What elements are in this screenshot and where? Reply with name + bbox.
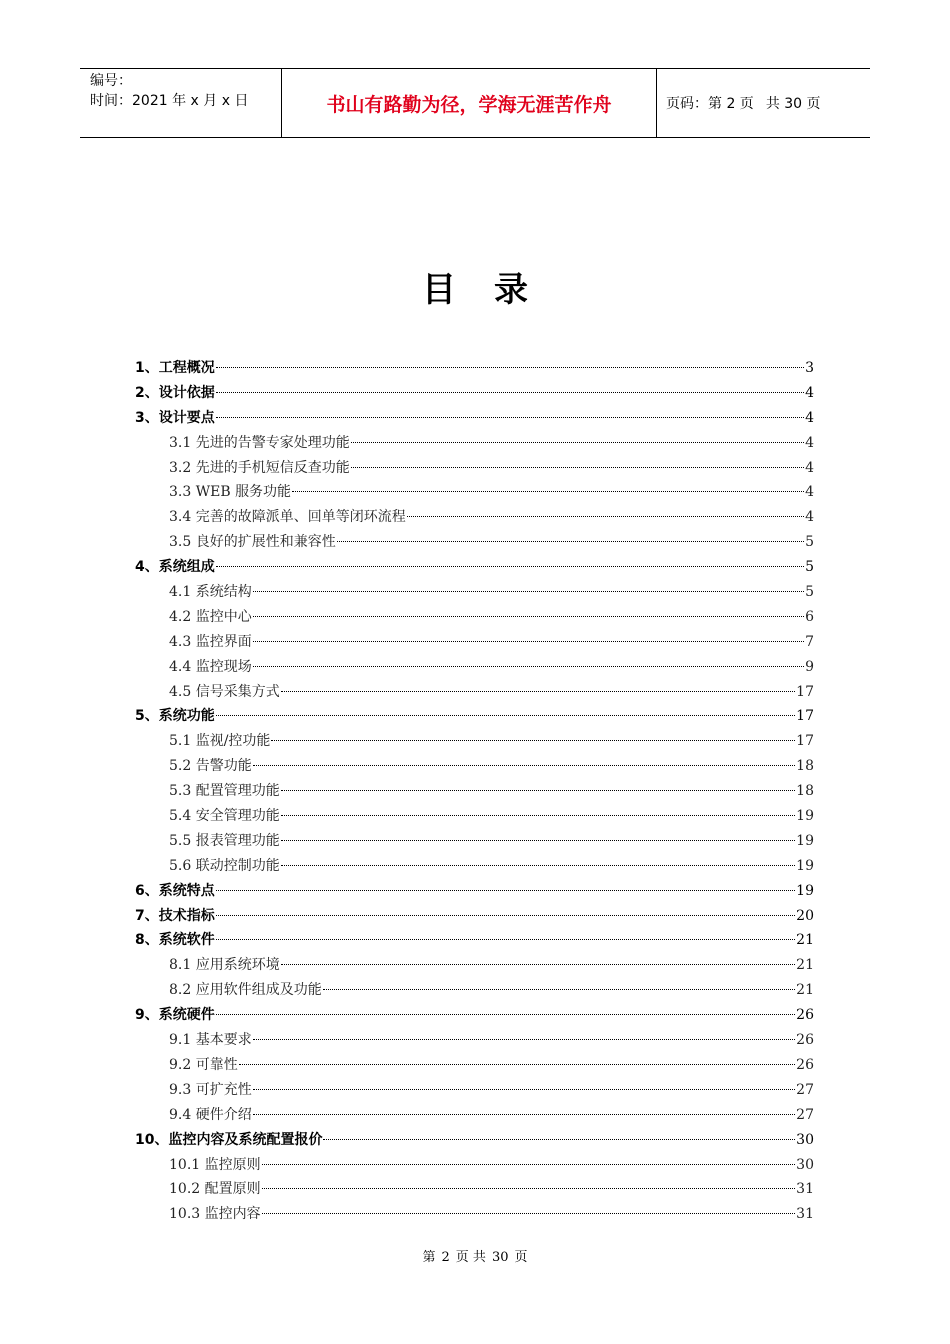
- toc-entry-label: 5、系统功能: [135, 708, 215, 725]
- toc-leader-dots: [281, 815, 795, 816]
- toc-entry-page: 17: [796, 708, 814, 725]
- toc-leader-dots: [216, 890, 795, 891]
- toc-entry-page: 4: [805, 409, 814, 426]
- toc-entry-label: 4.2 监控中心: [169, 608, 252, 625]
- toc-leader-dots: [216, 367, 804, 368]
- toc-entry-label: 9.1 基本要求: [169, 1032, 252, 1049]
- toc-leader-dots: [281, 964, 795, 965]
- toc-entry-page: 31: [796, 1206, 814, 1223]
- toc-entry-page: 26: [796, 1007, 814, 1024]
- toc-entry-section[interactable]: [135, 530, 814, 555]
- toc-entry-section[interactable]: [135, 1053, 814, 1078]
- toc-entry-label: 2、设计依据: [135, 384, 215, 401]
- header-page-info: [657, 69, 870, 137]
- toc-entry-section[interactable]: [135, 854, 814, 879]
- toc-leader-dots: [239, 1064, 795, 1065]
- toc-leader-dots: [323, 989, 795, 990]
- toc-entry-page: 26: [796, 1056, 814, 1073]
- toc-entry-page: 4: [805, 459, 814, 476]
- toc-entry-section[interactable]: [135, 1103, 814, 1128]
- toc-entry-label: 5.3 配置管理功能: [169, 783, 280, 800]
- toc-leader-dots: [253, 1039, 795, 1040]
- toc-entry-page: 6: [805, 608, 814, 625]
- toc-entry-section[interactable]: [135, 729, 814, 754]
- toc-entry-chapter[interactable]: [135, 1003, 814, 1028]
- toc-entry-label: 5.4 安全管理功能: [169, 808, 280, 825]
- header-page-total: 共 30 页: [765, 96, 821, 112]
- document-header: [80, 68, 870, 138]
- toc-entry-chapter[interactable]: [135, 879, 814, 904]
- toc-entry-section[interactable]: [135, 829, 814, 854]
- toc-entry-label: 10.3 监控内容: [169, 1206, 261, 1223]
- toc-leader-dots: [253, 616, 804, 617]
- footer-page-number: 2: [441, 1250, 450, 1265]
- toc-entry-label: 4.3 监控界面: [169, 633, 252, 650]
- toc-entry-section[interactable]: [135, 804, 814, 829]
- footer-total-pages: 30: [491, 1250, 509, 1265]
- toc-entry-section[interactable]: [135, 505, 814, 530]
- doc-number-label: 编号：: [90, 73, 132, 89]
- toc-entry-section[interactable]: [135, 1177, 814, 1202]
- toc-entry-label: 4.1 系统结构: [169, 584, 252, 601]
- toc-entry-label: 1、工程概况: [135, 360, 215, 376]
- toc-entry-page: 27: [796, 1081, 814, 1098]
- toc-leader-dots: [351, 467, 804, 468]
- toc-leader-dots: [281, 840, 795, 841]
- toc-entry-page: 17: [796, 733, 814, 750]
- toc-entry-label: 9.4 硬件介绍: [169, 1106, 252, 1123]
- toc-entry-section[interactable]: [135, 978, 814, 1003]
- toc-leader-dots: [216, 915, 795, 916]
- toc-entry-label: 5.6 联动控制功能: [169, 857, 280, 874]
- toc-entry-page: 21: [796, 957, 814, 974]
- toc-entry-label: 5.1 监视/控功能: [169, 733, 271, 750]
- toc-entry-chapter[interactable]: [135, 555, 814, 580]
- toc-leader-dots: [351, 442, 804, 443]
- toc-entry-page: 19: [796, 832, 814, 849]
- toc-entry-label: 9.3 可扩充性: [169, 1081, 252, 1098]
- toc-entry-page: 30: [796, 1156, 814, 1173]
- toc-entry-page: 19: [796, 808, 814, 825]
- header-page-current: 页码：第 2 页: [666, 96, 754, 112]
- toc-entry-section[interactable]: [135, 779, 814, 804]
- toc-entry-page: 19: [796, 882, 814, 899]
- table-of-contents: [135, 356, 814, 1227]
- toc-entry-section[interactable]: [135, 1078, 814, 1103]
- toc-leader-dots: [216, 417, 804, 418]
- toc-entry-chapter[interactable]: [135, 356, 814, 381]
- toc-leader-dots: [292, 491, 804, 492]
- toc-entry-label: 4.4 监控现场: [169, 658, 252, 675]
- toc-entry-page: 18: [796, 758, 814, 775]
- toc-entry-section[interactable]: [135, 1028, 814, 1053]
- toc-entry-section[interactable]: [135, 1202, 814, 1227]
- toc-entry-page: 4: [805, 484, 814, 501]
- toc-entry-page: 5: [805, 559, 814, 576]
- toc-entry-label: 3.1 先进的告警专家处理功能: [169, 434, 350, 451]
- toc-leader-dots: [271, 740, 795, 741]
- toc-entry-label: 4、系统组成: [135, 559, 215, 576]
- toc-entry-page: 31: [796, 1181, 814, 1198]
- toc-entry-label: 3.3 WEB 服务功能: [169, 484, 292, 501]
- toc-entry-label: 4.5 信号采集方式: [169, 683, 280, 700]
- footer-post: 页: [514, 1250, 528, 1265]
- toc-leader-dots: [216, 392, 804, 393]
- toc-entry-chapter[interactable]: [135, 928, 814, 953]
- toc-entry-section[interactable]: [135, 655, 814, 680]
- toc-entry-label: 9、系统硬件: [135, 1007, 215, 1024]
- toc-entry-label: 8.1 应用系统环境: [169, 957, 280, 974]
- toc-entry-chapter[interactable]: [135, 704, 814, 729]
- toc-leader-dots: [407, 516, 804, 517]
- toc-entry-label: 10.2 配置原则: [169, 1181, 261, 1198]
- toc-leader-dots: [262, 1164, 796, 1165]
- toc-leader-dots: [253, 1114, 795, 1115]
- toc-leader-dots: [281, 691, 795, 692]
- toc-leader-dots: [216, 939, 795, 940]
- doc-date-line: 时间：2021 年 x 月 x 日: [90, 93, 249, 109]
- toc-entry-label: 6、系统特点: [135, 882, 215, 899]
- toc-entry-page: 4: [805, 384, 814, 401]
- toc-entry-page: 21: [796, 932, 814, 949]
- toc-entry-section[interactable]: [135, 754, 814, 779]
- toc-entry-page: 4: [805, 509, 814, 526]
- toc-entry-section[interactable]: [135, 580, 814, 605]
- footer-pre: 第: [422, 1250, 436, 1265]
- toc-entry-label: 3.2 先进的手机短信反查功能: [169, 459, 350, 476]
- toc-leader-dots: [216, 715, 795, 716]
- page-footer: [0, 1246, 950, 1265]
- toc-entry-section[interactable]: [135, 456, 814, 481]
- toc-entry-page: 5: [805, 584, 814, 601]
- toc-entry-label: 3.4 完善的故障派单、回单等闭环流程: [169, 509, 406, 526]
- toc-entry-page: 5: [805, 534, 814, 551]
- toc-entry-label: 10.1 监控原则: [169, 1156, 261, 1173]
- toc-entry-chapter[interactable]: [135, 904, 814, 929]
- toc-entry-section[interactable]: [135, 1153, 814, 1178]
- toc-entry-label: 8、系统软件: [135, 932, 215, 949]
- toc-title: 目录: [422, 270, 566, 310]
- toc-entry-label: 5.2 告警功能: [169, 758, 252, 775]
- toc-leader-dots: [337, 541, 804, 542]
- toc-leader-dots: [323, 1139, 795, 1140]
- toc-entry-page: 17: [796, 683, 814, 700]
- toc-leader-dots: [262, 1188, 796, 1189]
- toc-entry-page: 7: [805, 633, 814, 650]
- toc-entry-chapter[interactable]: [135, 1128, 814, 1153]
- toc-entry-page: 3: [805, 360, 814, 376]
- toc-entry-label: 5.5 报表管理功能: [169, 832, 280, 849]
- toc-entry-page: 27: [796, 1106, 814, 1123]
- toc-entry-label: 10、监控内容及系统配置报价: [135, 1131, 323, 1148]
- toc-entry-label: 3.5 良好的扩展性和兼容性: [169, 534, 336, 551]
- toc-entry-chapter[interactable]: [135, 381, 814, 406]
- toc-leader-dots: [281, 865, 795, 866]
- toc-entry-page: 9: [805, 658, 814, 675]
- toc-entry-label: 3、设计要点: [135, 409, 215, 426]
- footer-mid: 页 共: [455, 1250, 486, 1265]
- toc-leader-dots: [216, 1014, 795, 1015]
- toc-entry-label: 8.2 应用软件组成及功能: [169, 982, 322, 999]
- toc-leader-dots: [253, 1089, 795, 1090]
- toc-entry-label: 9.2 可靠性: [169, 1056, 238, 1073]
- toc-entry-page: 4: [805, 434, 814, 451]
- toc-entry-page: 18: [796, 783, 814, 800]
- header-slogan: 书山有路勤为径，学海无涯苦作舟: [281, 69, 657, 137]
- toc-entry-section[interactable]: [135, 630, 814, 655]
- toc-entry-page: 20: [796, 907, 814, 924]
- toc-entry-page: 21: [796, 982, 814, 999]
- toc-leader-dots: [253, 765, 795, 766]
- toc-leader-dots: [253, 666, 804, 667]
- toc-entry-page: 26: [796, 1032, 814, 1049]
- toc-entry-section[interactable]: [135, 480, 814, 505]
- toc-entry-section[interactable]: [135, 953, 814, 978]
- toc-leader-dots: [281, 790, 795, 791]
- toc-leader-dots: [253, 591, 804, 592]
- toc-entry-label: 7、技术指标: [135, 907, 215, 924]
- toc-leader-dots: [262, 1213, 796, 1214]
- toc-entry-section[interactable]: [135, 680, 814, 705]
- toc-entry-section[interactable]: [135, 431, 814, 456]
- toc-leader-dots: [216, 566, 804, 567]
- toc-entry-chapter[interactable]: [135, 406, 814, 431]
- toc-leader-dots: [253, 641, 804, 642]
- toc-entry-page: 30: [796, 1131, 814, 1148]
- toc-entry-section[interactable]: [135, 605, 814, 630]
- toc-entry-page: 19: [796, 857, 814, 874]
- header-meta-cell: [80, 69, 281, 137]
